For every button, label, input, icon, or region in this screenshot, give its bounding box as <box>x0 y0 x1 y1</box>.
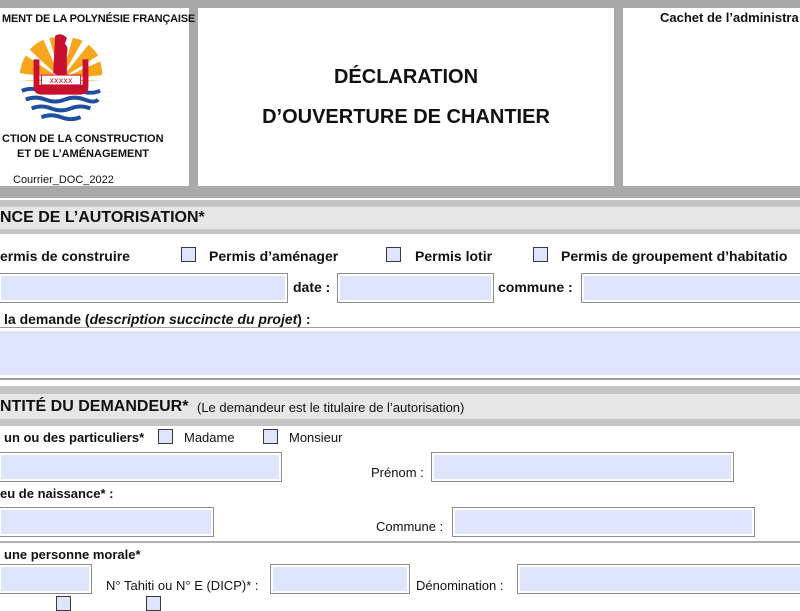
section-applicant-title: NTITÉ DU DEMANDEUR* <box>0 398 189 415</box>
organization-name: MENT DE LA POLYNÉSIE FRANÇAISE <box>2 13 196 25</box>
section-authorization-title: NCE DE L’AUTORISATION* <box>0 209 205 226</box>
direction-line-2: ET DE L’AMÉNAGEMENT <box>17 148 150 160</box>
form-title-line-2: D’OUVERTURE DE CHANTIER <box>262 106 550 128</box>
tahiti-number-field[interactable] <box>270 564 410 594</box>
commune-label: commune : <box>498 279 573 295</box>
birth-commune-label: Commune : <box>376 519 444 534</box>
direction-line-1: CTION DE LA CONSTRUCTION <box>2 133 164 145</box>
permit-groupement-label: Permis de groupement d’habitatio <box>561 248 788 264</box>
prenom-field[interactable] <box>431 452 734 482</box>
monsieur-label: Monsieur <box>289 430 343 445</box>
svg-text:xxxxx: xxxxx <box>49 75 73 85</box>
monsieur-checkbox[interactable] <box>263 429 278 444</box>
section-authorization-header <box>0 207 800 229</box>
permit-lotir-checkbox[interactable] <box>386 247 401 262</box>
polynesia-coat-of-arms-icon <box>12 30 110 128</box>
title-box <box>198 8 614 186</box>
permit-lotir-label: Permis lotir <box>415 248 493 264</box>
commune-field[interactable] <box>581 273 800 303</box>
description-label: la demande (description succincte du projet) : <box>4 311 311 327</box>
nom-field[interactable] <box>0 452 282 482</box>
individuals-label: un ou des particuliers* <box>4 430 145 445</box>
birth-commune-field[interactable] <box>452 507 755 537</box>
madame-label: Madame <box>184 430 235 445</box>
birth-place-label: eu de naissance* : <box>0 486 114 501</box>
permit-groupement-checkbox[interactable] <box>533 247 548 262</box>
legal-entity-label: une personne morale* <box>4 547 141 562</box>
date-field[interactable] <box>337 273 494 303</box>
legal-entity-type-field[interactable] <box>0 564 92 594</box>
section-applicant-header <box>0 394 800 419</box>
divider <box>0 378 800 380</box>
permit-amenager-checkbox[interactable] <box>181 247 196 262</box>
divider <box>0 541 800 543</box>
legal-option-checkbox-2[interactable] <box>146 596 161 611</box>
stamp-label: Cachet de l’administra <box>660 10 799 25</box>
authorization-number-field[interactable] <box>0 273 288 303</box>
prenom-label: Prénom : <box>371 465 424 480</box>
date-label: date : <box>293 279 331 295</box>
divider <box>0 327 800 328</box>
permit-construire-label: ermis de construire <box>0 248 130 264</box>
birth-date-field[interactable] <box>0 507 214 537</box>
denomination-field[interactable] <box>517 564 800 594</box>
courrier-reference: Courrier_DOC_2022 <box>13 174 114 186</box>
administration-stamp-box <box>623 8 800 186</box>
permit-amenager-label: Permis d’aménager <box>209 248 339 264</box>
tahiti-number-label: N° Tahiti ou N° E (DICP)* : <box>106 578 259 593</box>
legal-option-checkbox-1[interactable] <box>56 596 71 611</box>
project-description-field[interactable] <box>0 331 800 375</box>
denomination-label: Dénomination : <box>416 578 504 593</box>
form-title-line-1: DÉCLARATION <box>333 66 479 88</box>
section-applicant-note: (Le demandeur est le titulaire de l’autorisation) <box>197 400 465 415</box>
madame-checkbox[interactable] <box>158 429 173 444</box>
